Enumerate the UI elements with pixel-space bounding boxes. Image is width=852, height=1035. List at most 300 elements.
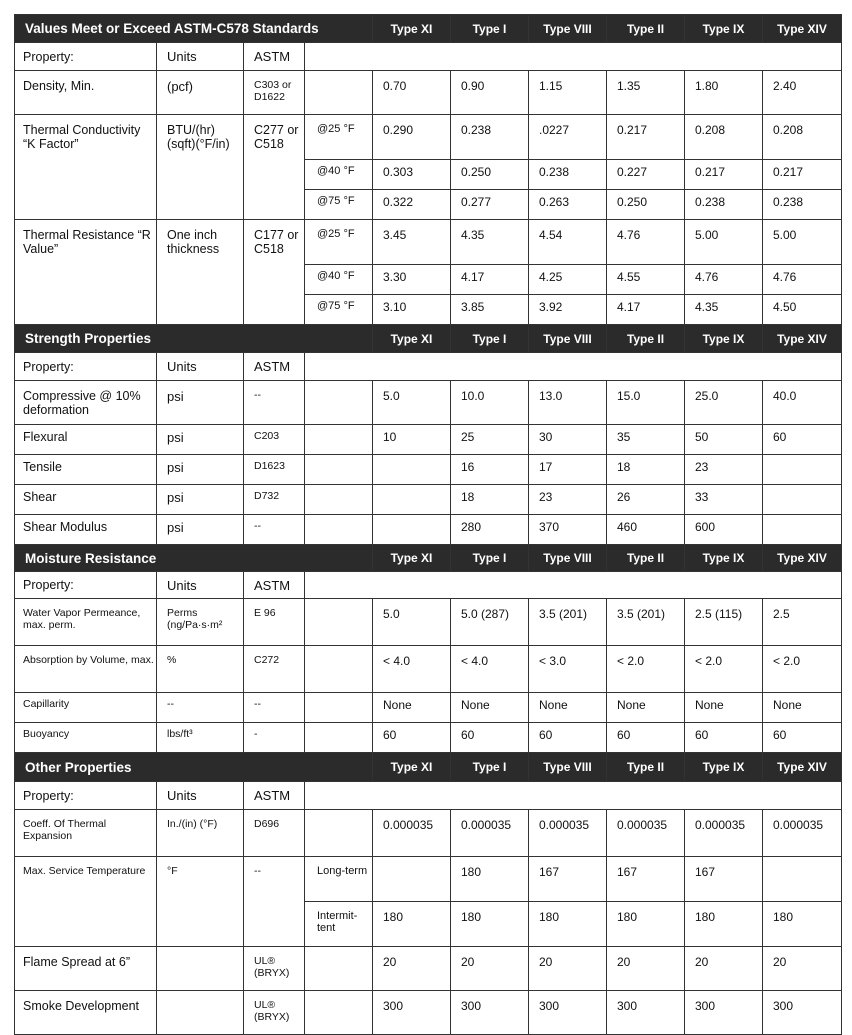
type-column-header-text: Type VIII — [543, 331, 592, 346]
value-cell-text: 0.90 — [461, 79, 485, 93]
value-cell — [373, 190, 451, 220]
value-cell-text: 3.5 (201) — [539, 607, 588, 621]
blank-cell — [305, 515, 373, 545]
value-cell-text: 20 — [695, 955, 709, 969]
value-cell — [685, 381, 763, 425]
type-column-header — [373, 545, 451, 572]
property-label — [15, 425, 157, 455]
value-cell — [685, 693, 763, 723]
value-cell-text: 0.000035 — [695, 818, 746, 832]
value-cell — [373, 857, 451, 902]
value-cell — [373, 485, 451, 515]
value-cell — [373, 295, 451, 325]
property-label — [15, 991, 157, 1035]
value-cell — [529, 115, 607, 160]
value-cell-text: 33 — [695, 490, 709, 504]
value-cell — [607, 160, 685, 190]
section-header-row — [15, 545, 842, 572]
value-cell — [763, 220, 842, 265]
value-cell — [607, 693, 685, 723]
section-title-text: Other Properties — [25, 759, 132, 775]
value-cell-text: 0.238 — [539, 165, 570, 179]
value-cell-text: 18 — [461, 490, 475, 504]
value-cell-text: 2.5 — [773, 607, 790, 621]
value-cell-text: 2.5 (115) — [695, 607, 743, 621]
value-cell — [607, 515, 685, 545]
section-title-text: Strength Properties — [25, 331, 152, 346]
value-cell — [451, 425, 529, 455]
blank-cell — [305, 381, 373, 425]
value-cell — [607, 485, 685, 515]
value-cell — [373, 455, 451, 485]
value-cell-text: 4.25 — [539, 270, 563, 284]
value-cell — [451, 646, 529, 693]
type-column-header-text: Type XI — [390, 551, 433, 565]
value-cell-text: 0.277 — [461, 195, 492, 209]
value-cell-text: 5.0 (287) — [461, 607, 510, 621]
value-cell-text: 180 — [617, 910, 638, 924]
type-column-header-text: Type XIV — [777, 21, 827, 36]
property-column-label-text: Property: — [23, 788, 74, 803]
value-cell-text — [773, 455, 841, 460]
value-cell-text: 3.45 — [383, 228, 407, 242]
value-cell-text: 30 — [539, 430, 553, 444]
value-cell — [529, 265, 607, 295]
type-column-header-text: Type I — [472, 21, 507, 36]
property-label — [15, 947, 157, 991]
astm-cell — [244, 857, 305, 947]
type-column-header — [607, 15, 685, 43]
value-cell — [529, 295, 607, 325]
value-cell-text: 180 — [695, 910, 716, 924]
value-cell-text: 60 — [461, 728, 475, 742]
value-cell-text: 4.76 — [617, 228, 641, 242]
property-row — [15, 991, 842, 1035]
value-cell-text: 20 — [773, 955, 787, 969]
astm-cell-text: C203 — [254, 430, 280, 442]
subheader-row — [15, 353, 842, 381]
property-label — [15, 515, 157, 545]
property-label-text: Flame Spread at 6” — [23, 955, 130, 969]
units-column-label — [157, 782, 244, 810]
blank-cell — [305, 71, 373, 115]
units-cell — [157, 220, 244, 325]
type-column-header-text: Type XI — [390, 760, 433, 774]
astm-cell-text: -- — [254, 520, 261, 532]
value-cell — [607, 381, 685, 425]
value-cell — [607, 902, 685, 947]
value-cell — [451, 857, 529, 902]
property-label — [15, 646, 157, 693]
type-column-header — [451, 15, 529, 43]
value-cell-text: 180 — [773, 910, 794, 924]
property-column-label — [15, 43, 157, 71]
property-label — [15, 485, 157, 515]
units-cell-text: psi — [167, 389, 184, 404]
units-cell — [157, 693, 244, 723]
units-cell-text: In./(in) (°F) — [167, 818, 218, 830]
units-cell — [157, 723, 244, 753]
value-cell-text: 40.0 — [773, 389, 797, 403]
value-cell-text: 60 — [773, 430, 787, 444]
value-cell-text: 60 — [695, 728, 709, 742]
value-cell-text: None — [461, 698, 490, 712]
value-cell-text: 0.000035 — [383, 818, 434, 832]
value-cell-text: 0.217 — [773, 165, 804, 179]
value-cell-text: 25 — [461, 430, 475, 444]
temperature-cell-text: @75 °F — [317, 300, 355, 312]
value-cell — [685, 190, 763, 220]
type-column-header-text: Type XIV — [777, 551, 827, 565]
temperature-cell — [305, 115, 373, 160]
term-cell — [305, 857, 373, 902]
temperature-cell — [305, 220, 373, 265]
units-cell-text: % — [167, 654, 177, 666]
type-column-header — [373, 325, 451, 353]
type-column-header-text: Type IX — [702, 21, 745, 36]
property-row — [15, 220, 842, 265]
value-cell-text: < 2.0 — [773, 654, 801, 668]
value-cell — [451, 723, 529, 753]
value-cell — [763, 810, 842, 857]
property-label-text: Tensile — [23, 460, 62, 474]
property-row — [15, 857, 842, 902]
value-cell-text: 0.238 — [773, 195, 804, 209]
value-cell-text — [383, 857, 450, 865]
property-label-text: Shear — [23, 490, 57, 504]
value-cell-text: 50 — [695, 430, 709, 444]
value-cell-text: 180 — [461, 910, 482, 924]
astm-cell-text: C272 — [254, 654, 280, 666]
value-cell — [451, 693, 529, 723]
value-cell — [373, 599, 451, 646]
value-cell — [529, 902, 607, 947]
type-column-header — [529, 325, 607, 353]
value-cell-text: 300 — [539, 999, 560, 1013]
type-column-header — [685, 753, 763, 782]
value-cell — [529, 515, 607, 545]
value-cell — [451, 485, 529, 515]
type-column-header-text: Type XIV — [777, 331, 827, 346]
property-row — [15, 485, 842, 515]
value-cell — [529, 857, 607, 902]
type-column-header — [451, 753, 529, 782]
astm-cell — [244, 646, 305, 693]
units-column-label — [157, 43, 244, 71]
units-cell-text: lbs/ft³ — [167, 728, 193, 740]
value-cell — [763, 857, 842, 902]
type-column-header — [451, 545, 529, 572]
astm-cell-text: UL® (BRYX) — [254, 999, 290, 1023]
value-cell-text: 20 — [617, 955, 631, 969]
temperature-cell — [305, 190, 373, 220]
value-cell-text: 16 — [461, 460, 475, 474]
value-cell — [685, 485, 763, 515]
value-cell — [685, 723, 763, 753]
astm-cell — [244, 455, 305, 485]
value-cell-text: 3.30 — [383, 270, 407, 284]
property-column-label — [15, 572, 157, 599]
value-cell — [451, 265, 529, 295]
value-cell-text: 4.17 — [461, 270, 485, 284]
value-cell — [763, 190, 842, 220]
value-cell — [529, 693, 607, 723]
value-cell — [685, 947, 763, 991]
property-label-text: Flexural — [23, 430, 68, 444]
units-cell — [157, 485, 244, 515]
value-cell-text: 5.0 — [383, 389, 400, 403]
value-cell-text: 4.35 — [695, 300, 719, 314]
property-label — [15, 71, 157, 115]
blank-cell — [305, 425, 373, 455]
type-column-header-text: Type XI — [390, 21, 433, 36]
subheader-row — [15, 43, 842, 71]
temperature-cell-text: @25 °F — [317, 228, 355, 240]
value-cell — [607, 646, 685, 693]
value-cell-text: 0.000035 — [461, 818, 512, 832]
value-cell-text: 4.50 — [773, 300, 797, 314]
value-cell-text: 0.217 — [695, 165, 726, 179]
astm-column-label-text: ASTM — [254, 49, 291, 64]
astm-cell — [244, 947, 305, 991]
value-cell-text — [773, 485, 841, 490]
value-cell-text: 18 — [617, 460, 631, 474]
type-column-header — [763, 753, 842, 782]
value-cell-text: 0.70 — [383, 79, 407, 93]
astm-cell-text: C277 or C518 — [254, 123, 299, 151]
type-column-header — [373, 15, 451, 43]
value-cell-text: 5.00 — [773, 228, 797, 242]
value-cell — [373, 947, 451, 991]
value-cell-text: 20 — [461, 955, 475, 969]
property-row — [15, 599, 842, 646]
term-cell-text: Intermit-tent — [317, 910, 358, 934]
value-cell-text: 2.40 — [773, 79, 797, 93]
value-cell-text: < 4.0 — [461, 654, 489, 668]
value-cell — [763, 160, 842, 190]
temperature-cell-text: @75 °F — [317, 195, 355, 207]
value-cell-text: 17 — [539, 460, 553, 474]
type-column-header — [685, 15, 763, 43]
blank-cell — [305, 782, 842, 810]
value-cell — [685, 902, 763, 947]
section-header-row — [15, 325, 842, 353]
type-column-header-text: Type II — [626, 551, 665, 565]
value-cell — [607, 455, 685, 485]
value-cell-text: 167 — [617, 865, 638, 879]
value-cell — [451, 810, 529, 857]
astm-column-label-text: ASTM — [254, 788, 291, 803]
value-cell — [685, 115, 763, 160]
property-label-text: Absorption by Volume, max. — [23, 654, 154, 666]
value-cell — [607, 810, 685, 857]
property-column-label-text: Property: — [23, 49, 74, 64]
value-cell — [451, 190, 529, 220]
temperature-cell-text: @25 °F — [317, 123, 355, 135]
value-cell — [529, 599, 607, 646]
property-row — [15, 381, 842, 425]
value-cell-text: 4.76 — [695, 270, 719, 284]
value-cell-text: 25.0 — [695, 389, 719, 403]
value-cell — [451, 599, 529, 646]
value-cell-text: 4.17 — [617, 300, 641, 314]
property-label — [15, 810, 157, 857]
value-cell-text: None — [773, 698, 802, 712]
value-cell — [451, 295, 529, 325]
units-cell — [157, 646, 244, 693]
value-cell — [373, 646, 451, 693]
type-column-header-text: Type I — [472, 551, 507, 565]
value-cell — [763, 693, 842, 723]
value-cell — [373, 115, 451, 160]
value-cell — [763, 902, 842, 947]
astm-cell — [244, 485, 305, 515]
units-cell — [157, 599, 244, 646]
temperature-cell — [305, 265, 373, 295]
units-cell — [157, 455, 244, 485]
blank-cell — [305, 353, 842, 381]
value-cell-text: 10.0 — [461, 389, 485, 403]
units-cell-text: Perms (ng/Pa·s·m² — [167, 607, 223, 631]
property-label-text: Density, Min. — [23, 79, 95, 93]
properties-table — [14, 14, 842, 1035]
property-label-text: Shear Modulus — [23, 520, 108, 534]
value-cell-text: 0.227 — [617, 165, 648, 179]
units-cell — [157, 991, 244, 1035]
astm-cell-text: -- — [254, 389, 261, 401]
property-column-label — [15, 782, 157, 810]
value-cell-text: 1.80 — [695, 79, 719, 93]
value-cell-text: 1.15 — [539, 79, 563, 93]
units-cell-text: BTU/(hr)(sqft)(°F/in) — [167, 123, 230, 151]
value-cell — [451, 160, 529, 190]
value-cell-text: 0.322 — [383, 195, 414, 209]
type-column-header-text: Type IX — [702, 551, 745, 565]
subheader-row — [15, 572, 842, 599]
type-column-header — [685, 325, 763, 353]
value-cell — [451, 381, 529, 425]
astm-cell-text: C303 or D1622 — [254, 79, 292, 103]
value-cell — [685, 455, 763, 485]
value-cell-text: 0.000035 — [539, 818, 590, 832]
value-cell — [373, 71, 451, 115]
value-cell-text: 180 — [539, 910, 560, 924]
value-cell-text: .0227 — [539, 123, 570, 137]
value-cell-text: 0.208 — [695, 123, 726, 137]
type-column-header — [685, 545, 763, 572]
blank-cell — [305, 485, 373, 515]
units-cell — [157, 425, 244, 455]
astm-column-label-text: ASTM — [254, 577, 291, 593]
blank-cell — [305, 693, 373, 723]
value-cell-text: 23 — [695, 460, 709, 474]
value-cell-text — [383, 515, 450, 520]
type-column-header — [607, 325, 685, 353]
section-title-text: Values Meet or Exceed ASTM-C578 Standards — [25, 21, 319, 36]
blank-cell — [305, 723, 373, 753]
value-cell — [451, 220, 529, 265]
value-cell — [685, 857, 763, 902]
astm-cell — [244, 381, 305, 425]
value-cell-text: < 3.0 — [539, 654, 567, 668]
property-label — [15, 455, 157, 485]
value-cell — [763, 71, 842, 115]
value-cell-text: 5.0 — [383, 607, 400, 621]
units-cell-text: psi — [167, 460, 184, 475]
property-label — [15, 115, 157, 220]
section-title-text: Moisture Resistance — [25, 550, 157, 566]
value-cell — [529, 220, 607, 265]
type-column-header-text: Type IX — [702, 760, 745, 774]
value-cell-text: 300 — [773, 999, 794, 1013]
type-column-header-text: Type IX — [702, 331, 745, 346]
value-cell — [763, 381, 842, 425]
value-cell-text: 0.303 — [383, 165, 414, 179]
units-cell-text: psi — [167, 490, 184, 505]
blank-cell — [305, 43, 842, 71]
astm-column-label-text: ASTM — [254, 359, 291, 374]
units-cell-text: -- — [167, 698, 174, 710]
units-column-label-text: Units — [167, 788, 197, 803]
value-cell-text: 60 — [383, 728, 397, 742]
property-row — [15, 810, 842, 857]
value-cell-text: 0.290 — [383, 123, 414, 137]
blank-cell — [305, 810, 373, 857]
value-cell — [763, 425, 842, 455]
astm-cell — [244, 599, 305, 646]
astm-cell — [244, 425, 305, 455]
value-cell — [373, 693, 451, 723]
value-cell — [763, 599, 842, 646]
astm-column-label — [244, 43, 305, 71]
value-cell — [373, 381, 451, 425]
units-cell — [157, 515, 244, 545]
value-cell — [529, 947, 607, 991]
value-cell — [373, 810, 451, 857]
value-cell — [529, 810, 607, 857]
value-cell — [607, 190, 685, 220]
value-cell — [763, 295, 842, 325]
value-cell-text: 167 — [539, 865, 560, 879]
units-cell — [157, 115, 244, 220]
property-label — [15, 381, 157, 425]
units-cell — [157, 947, 244, 991]
astm-cell — [244, 810, 305, 857]
astm-cell-text: - — [254, 728, 258, 740]
value-cell-text: 3.92 — [539, 300, 563, 314]
astm-cell-text: D732 — [254, 490, 280, 502]
property-row — [15, 723, 842, 753]
value-cell-text: 280 — [461, 520, 482, 534]
blank-cell — [305, 991, 373, 1035]
value-cell — [763, 485, 842, 515]
value-cell-text: 4.76 — [773, 270, 797, 284]
value-cell-text: 4.55 — [617, 270, 641, 284]
value-cell-text: 0.000035 — [617, 818, 668, 832]
value-cell-text: 20 — [539, 955, 553, 969]
value-cell — [607, 723, 685, 753]
type-column-header-text: Type I — [472, 760, 507, 774]
value-cell — [763, 115, 842, 160]
section-title — [15, 545, 373, 572]
units-cell-text: psi — [167, 430, 184, 445]
blank-cell — [305, 646, 373, 693]
astm-cell-text: -- — [254, 698, 261, 710]
value-cell — [685, 515, 763, 545]
value-cell-text: 0.208 — [773, 123, 804, 137]
astm-cell — [244, 115, 305, 220]
property-label-text: Capillarity — [23, 698, 70, 710]
